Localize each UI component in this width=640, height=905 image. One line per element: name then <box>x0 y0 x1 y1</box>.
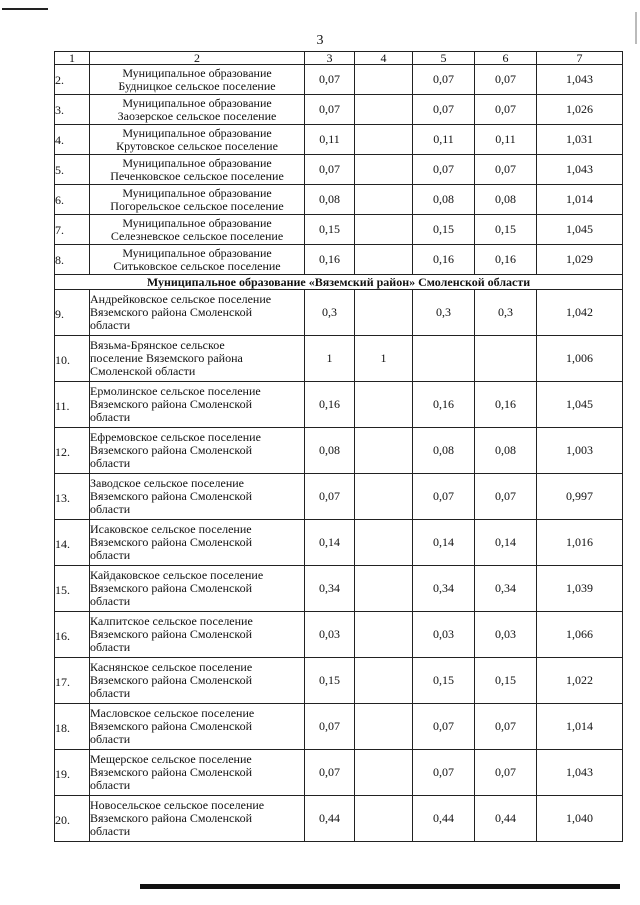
table-row <box>55 428 623 474</box>
row-value-c6 <box>475 336 537 382</box>
scan-mark-bottom <box>140 884 620 889</box>
row-value-c6: 0,44 <box>475 796 537 842</box>
row-name-line: Муниципальное образование <box>122 65 272 80</box>
row-name-line: области <box>90 456 131 470</box>
row-number: 17. <box>55 658 90 704</box>
row-name-line: Заводское сельское поселение <box>90 476 244 490</box>
table-row <box>55 382 623 428</box>
header-cell: 1 <box>55 52 90 65</box>
row-value-c7: 1,016 <box>537 520 623 566</box>
row-name <box>90 612 305 658</box>
table-row <box>55 474 623 520</box>
row-value-c4 <box>355 215 413 245</box>
row-value-c5: 0,08 <box>413 428 475 474</box>
row-value-c4 <box>355 428 413 474</box>
row-name-line: Муниципальное образование <box>122 155 272 170</box>
table-row <box>55 336 623 382</box>
row-value-c4 <box>355 155 413 185</box>
row-value-c4 <box>355 704 413 750</box>
row-name-line: Ермолинское сельское поселение <box>90 384 261 398</box>
row-value-c5: 0,07 <box>413 704 475 750</box>
row-name-line: Ефремовское сельское поселение <box>90 430 261 444</box>
row-value-c7: 1,043 <box>537 65 623 95</box>
row-value-c7: 1,014 <box>537 704 623 750</box>
row-value-c7: 1,040 <box>537 796 623 842</box>
row-name-line: поселение Вяземского района <box>90 351 243 365</box>
section-title: Муниципальное образование «Вяземский район» Смоленской области <box>55 275 623 290</box>
row-value-c6: 0,16 <box>475 245 537 275</box>
row-name-line: Крутовское сельское поселение <box>116 138 278 153</box>
row-value-c3: 0,08 <box>305 428 355 474</box>
row-number: 10. <box>55 336 90 382</box>
row-name-line: области <box>90 686 131 700</box>
row-value-c6: 0,15 <box>475 658 537 704</box>
row-value-c7: 1,066 <box>537 612 623 658</box>
row-name <box>90 658 305 704</box>
row-name <box>90 95 305 125</box>
row-number: 9. <box>55 290 90 336</box>
row-value-c3: 0,11 <box>305 125 355 155</box>
scan-mark-top <box>2 8 48 10</box>
row-value-c5: 0,44 <box>413 796 475 842</box>
row-number: 3. <box>55 95 90 125</box>
row-name-line: Вяземского района Смоленской <box>90 765 252 779</box>
row-number: 5. <box>55 155 90 185</box>
row-name-line: Будницкое сельское поселение <box>118 78 276 93</box>
row-name-line: Муниципальное образование <box>122 215 272 230</box>
row-value-c4 <box>355 658 413 704</box>
row-value-c3: 0,07 <box>305 474 355 520</box>
row-value-c7: 1,043 <box>537 155 623 185</box>
row-name-line: Муниципальное образование <box>122 95 272 110</box>
row-value-c4 <box>355 185 413 215</box>
row-value-c6: 0,3 <box>475 290 537 336</box>
row-value-c6: 0,15 <box>475 215 537 245</box>
row-name-line: области <box>90 594 131 608</box>
row-value-c6: 0,08 <box>475 185 537 215</box>
row-value-c4 <box>355 65 413 95</box>
row-value-c5: 0,07 <box>413 474 475 520</box>
row-value-c5: 0,08 <box>413 185 475 215</box>
row-value-c5: 0,15 <box>413 658 475 704</box>
row-value-c3: 0,16 <box>305 382 355 428</box>
row-value-c4 <box>355 612 413 658</box>
row-value-c7: 1,042 <box>537 290 623 336</box>
row-value-c3: 0,03 <box>305 612 355 658</box>
row-name-line: Вяземского района Смоленской <box>90 489 252 503</box>
row-value-c5 <box>413 336 475 382</box>
row-name-line: Мещерское сельское поселение <box>90 752 252 766</box>
row-name-line: Вяземского района Смоленской <box>90 811 252 825</box>
row-name-line: Исаковское сельское поселение <box>90 522 252 536</box>
row-name <box>90 245 305 275</box>
row-number: 11. <box>55 382 90 428</box>
row-name-line: Вязьма-Брянское сельское <box>90 338 225 352</box>
header-cell: 7 <box>537 52 623 65</box>
row-name-line: Погорельское сельское поселение <box>110 198 284 213</box>
row-value-c7: 1,045 <box>537 382 623 428</box>
table-row <box>55 566 623 612</box>
row-name-line: Масловское сельское поселение <box>90 706 255 720</box>
header-cell: 2 <box>90 52 305 65</box>
row-number: 15. <box>55 566 90 612</box>
row-value-c5: 0,07 <box>413 95 475 125</box>
row-name <box>90 382 305 428</box>
row-value-c7: 1,029 <box>537 245 623 275</box>
row-value-c5: 0,07 <box>413 155 475 185</box>
row-value-c6: 0,07 <box>475 750 537 796</box>
row-value-c3: 0,15 <box>305 658 355 704</box>
row-name <box>90 215 305 245</box>
table-row <box>55 95 623 125</box>
row-name-line: области <box>90 640 131 654</box>
row-name-line: Каснянское сельское поселение <box>90 660 253 674</box>
row-name <box>90 155 305 185</box>
row-name <box>90 566 305 612</box>
row-value-c4 <box>355 474 413 520</box>
row-value-c7: 1,022 <box>537 658 623 704</box>
table-row <box>55 750 623 796</box>
header-row <box>55 52 623 65</box>
row-value-c3: 0,08 <box>305 185 355 215</box>
row-number: 20. <box>55 796 90 842</box>
row-value-c4: 1 <box>355 336 413 382</box>
row-name-line: Вяземского района Смоленской <box>90 673 252 687</box>
row-name-line: Муниципальное образование <box>122 125 272 140</box>
row-value-c6: 0,11 <box>475 125 537 155</box>
table-row <box>55 704 623 750</box>
table-row <box>55 245 623 275</box>
table-row <box>55 796 623 842</box>
row-name-line: области <box>90 318 131 332</box>
row-name-line: Вяземского района Смоленской <box>90 443 252 457</box>
header-cell: 5 <box>413 52 475 65</box>
table-row <box>55 290 623 336</box>
row-name-line: области <box>90 410 131 424</box>
row-name <box>90 750 305 796</box>
row-number: 19. <box>55 750 90 796</box>
row-value-c3: 1 <box>305 336 355 382</box>
row-value-c5: 0,16 <box>413 382 475 428</box>
row-name-line: Вяземского района Смоленской <box>90 719 252 733</box>
row-value-c4 <box>355 750 413 796</box>
row-value-c7: 1,014 <box>537 185 623 215</box>
table-row <box>55 612 623 658</box>
row-number: 13. <box>55 474 90 520</box>
row-number: 4. <box>55 125 90 155</box>
row-value-c7: 1,045 <box>537 215 623 245</box>
row-value-c7: 1,039 <box>537 566 623 612</box>
row-value-c4 <box>355 245 413 275</box>
table-row <box>55 125 623 155</box>
row-value-c3: 0,14 <box>305 520 355 566</box>
row-name <box>90 520 305 566</box>
row-value-c6: 0,14 <box>475 520 537 566</box>
header-cell: 6 <box>475 52 537 65</box>
row-value-c4 <box>355 382 413 428</box>
row-value-c6: 0,34 <box>475 566 537 612</box>
row-value-c5: 0,3 <box>413 290 475 336</box>
row-value-c3: 0,15 <box>305 215 355 245</box>
row-value-c5: 0,07 <box>413 65 475 95</box>
table-row <box>55 65 623 95</box>
row-value-c7: 0,997 <box>537 474 623 520</box>
row-name-line: области <box>90 732 131 746</box>
data-table <box>54 51 623 842</box>
row-name-line: Селезневское сельское поселение <box>110 228 284 243</box>
row-name-line: Вяземского района Смоленской <box>90 305 252 319</box>
row-name-line: области <box>90 502 131 516</box>
row-name-line: Ситьковское сельское поселение <box>113 258 281 273</box>
header-cell: 4 <box>355 52 413 65</box>
row-value-c4 <box>355 566 413 612</box>
row-value-c6: 0,03 <box>475 612 537 658</box>
row-value-c6: 0,08 <box>475 428 537 474</box>
row-value-c3: 0,44 <box>305 796 355 842</box>
row-name-line: Вяземского района Смоленской <box>90 397 252 411</box>
row-name-line: Смоленской области <box>90 364 196 378</box>
row-value-c7: 1,031 <box>537 125 623 155</box>
row-value-c3: 0,07 <box>305 95 355 125</box>
row-value-c6: 0,07 <box>475 704 537 750</box>
row-name-line: области <box>90 778 131 792</box>
row-value-c5: 0,03 <box>413 612 475 658</box>
row-name-line: области <box>90 824 131 838</box>
table-row <box>55 155 623 185</box>
row-name-line: Муниципальное образование <box>122 245 272 260</box>
row-name-line: Вяземского района Смоленской <box>90 535 252 549</box>
row-value-c4 <box>355 95 413 125</box>
row-value-c4 <box>355 290 413 336</box>
row-name <box>90 474 305 520</box>
table-row <box>55 185 623 215</box>
row-name-line: Калпитское сельское поселение <box>90 614 253 628</box>
row-value-c3: 0,07 <box>305 704 355 750</box>
row-value-c4 <box>355 520 413 566</box>
row-value-c5: 0,34 <box>413 566 475 612</box>
row-name <box>90 704 305 750</box>
row-name <box>90 428 305 474</box>
table-row <box>55 520 623 566</box>
row-value-c4 <box>355 125 413 155</box>
row-name-line: Вяземского района Смоленской <box>90 627 252 641</box>
row-name <box>90 125 305 155</box>
row-value-c7: 1,003 <box>537 428 623 474</box>
row-name-line: Муниципальное образование <box>122 185 272 200</box>
row-value-c5: 0,16 <box>413 245 475 275</box>
row-value-c3: 0,07 <box>305 750 355 796</box>
row-value-c4 <box>355 796 413 842</box>
row-value-c3: 0,3 <box>305 290 355 336</box>
row-value-c6: 0,16 <box>475 382 537 428</box>
row-value-c3: 0,07 <box>305 155 355 185</box>
row-number: 2. <box>55 65 90 95</box>
row-value-c5: 0,15 <box>413 215 475 245</box>
row-value-c7: 1,026 <box>537 95 623 125</box>
row-name-line: Новосельское сельское поселение <box>90 798 265 812</box>
row-value-c5: 0,07 <box>413 750 475 796</box>
page-number: 3 <box>316 33 324 48</box>
row-name <box>90 796 305 842</box>
row-number: 6. <box>55 185 90 215</box>
row-name-line: Печенковское сельское поселение <box>110 168 284 183</box>
table-row <box>55 215 623 245</box>
row-value-c6: 0,07 <box>475 95 537 125</box>
row-value-c3: 0,07 <box>305 65 355 95</box>
row-name <box>90 65 305 95</box>
row-name-line: области <box>90 548 131 562</box>
row-value-c6: 0,07 <box>475 155 537 185</box>
row-number: 14. <box>55 520 90 566</box>
row-name <box>90 185 305 215</box>
row-name-line: Кайдаковское сельское поселение <box>90 568 264 582</box>
row-value-c6: 0,07 <box>475 474 537 520</box>
row-number: 8. <box>55 245 90 275</box>
row-value-c7: 1,006 <box>537 336 623 382</box>
row-number: 12. <box>55 428 90 474</box>
row-value-c5: 0,11 <box>413 125 475 155</box>
row-name-line: Заозерское сельское поселение <box>117 108 277 123</box>
row-value-c5: 0,14 <box>413 520 475 566</box>
row-number: 7. <box>55 215 90 245</box>
header-cell: 3 <box>305 52 355 65</box>
table-row <box>55 658 623 704</box>
row-value-c6: 0,07 <box>475 65 537 95</box>
row-value-c7: 1,043 <box>537 750 623 796</box>
row-value-c3: 0,16 <box>305 245 355 275</box>
row-name-line: Вяземского района Смоленской <box>90 581 252 595</box>
row-number: 18. <box>55 704 90 750</box>
section-row <box>55 275 623 290</box>
row-name <box>90 336 305 382</box>
row-number: 16. <box>55 612 90 658</box>
row-name <box>90 290 305 336</box>
row-name-line: Андрейковское сельское поселение <box>90 292 272 306</box>
row-value-c3: 0,34 <box>305 566 355 612</box>
